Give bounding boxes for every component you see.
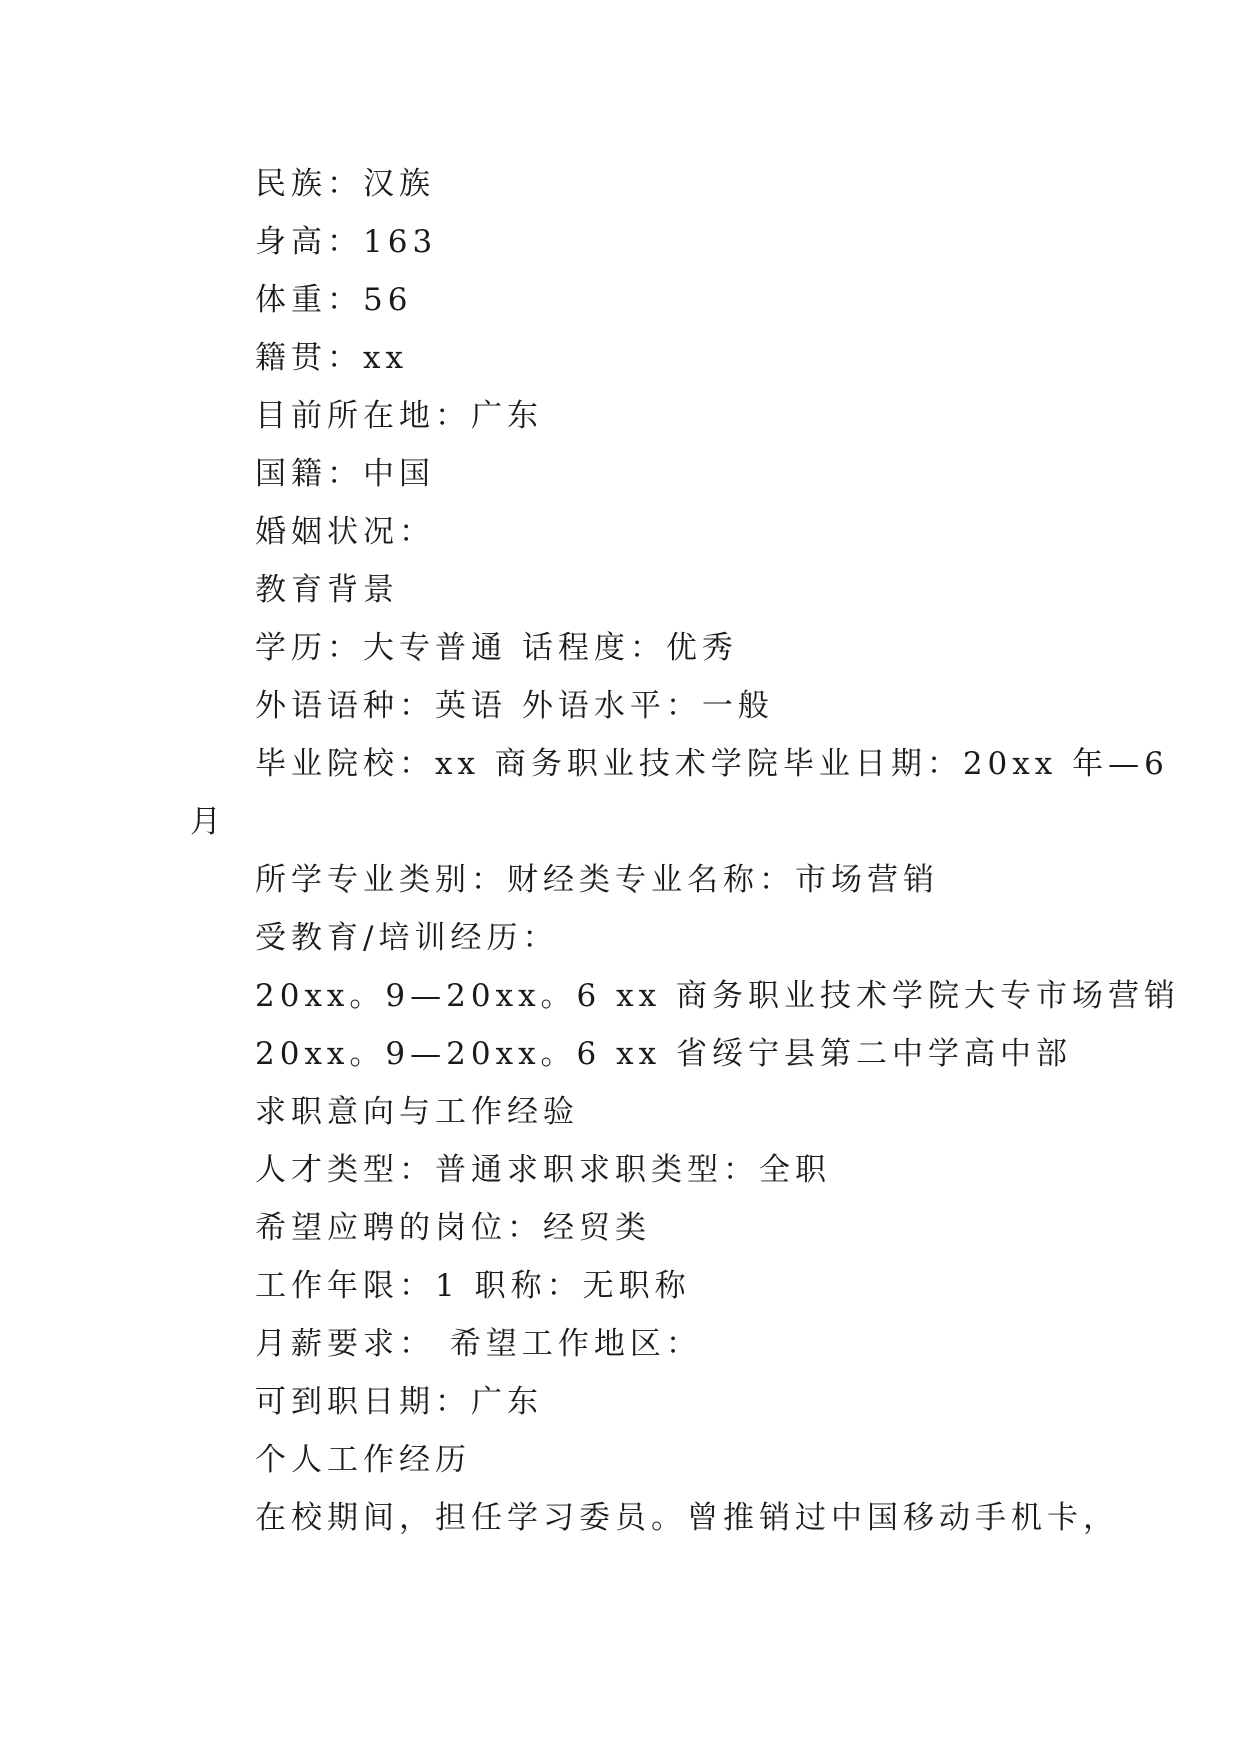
text-line-salary-region: 月薪要求： 希望工作地区： <box>255 1326 702 1362</box>
section-heading-education: 教育背景 <box>255 572 399 608</box>
text-line-talent-type: 人才类型：普通求职求职类型：全职 <box>255 1152 831 1188</box>
text-line-education-entry-1: 20xx。9—20xx。6 xx 商务职业技术学院大专市场营销 <box>255 978 1180 1014</box>
section-heading-job-intention: 求职意向与工作经验 <box>255 1094 579 1130</box>
text-line-major: 所学专业类别：财经类专业名称：市场营销 <box>255 862 939 898</box>
text-line-work-years: 工作年限：1 职称：无职称 <box>255 1268 691 1304</box>
text-line-weight: 体重：56 <box>255 282 413 318</box>
text-line-work-history-body: 在校期间，担任学习委员。曾推销过中国移动手机卡， <box>255 1500 1119 1536</box>
text-line-height: 身高：163 <box>255 224 438 260</box>
text-line-ethnicity: 民族：汉族 <box>255 166 435 202</box>
text-line-education-entry-2: 20xx。9—20xx。6 xx 省绥宁县第二中学高中部 <box>255 1036 1072 1072</box>
text-line-native-place: 籍贯：xx <box>255 340 408 376</box>
text-line-desired-position: 希望应聘的岗位：经贸类 <box>255 1210 651 1246</box>
section-heading-work-history: 个人工作经历 <box>255 1442 471 1478</box>
text-line-foreign-language: 外语语种：英语 外语水平：一般 <box>255 688 774 724</box>
text-line-degree: 学历：大专普通 话程度：优秀 <box>255 630 738 666</box>
text-line-nationality: 国籍：中国 <box>255 456 435 492</box>
text-line-current-location: 目前所在地：广东 <box>255 398 543 434</box>
text-line-marital-status: 婚姻状况： <box>255 514 435 550</box>
text-line-available-date: 可到职日期：广东 <box>255 1384 543 1420</box>
text-line-graduate-school-cont: 月 <box>190 804 226 840</box>
text-line-training-history: 受教育/培训经历： <box>255 920 559 956</box>
text-line-graduate-school: 毕业院校：xx 商务职业技术学院毕业日期：20xx 年—6 <box>255 746 1169 782</box>
